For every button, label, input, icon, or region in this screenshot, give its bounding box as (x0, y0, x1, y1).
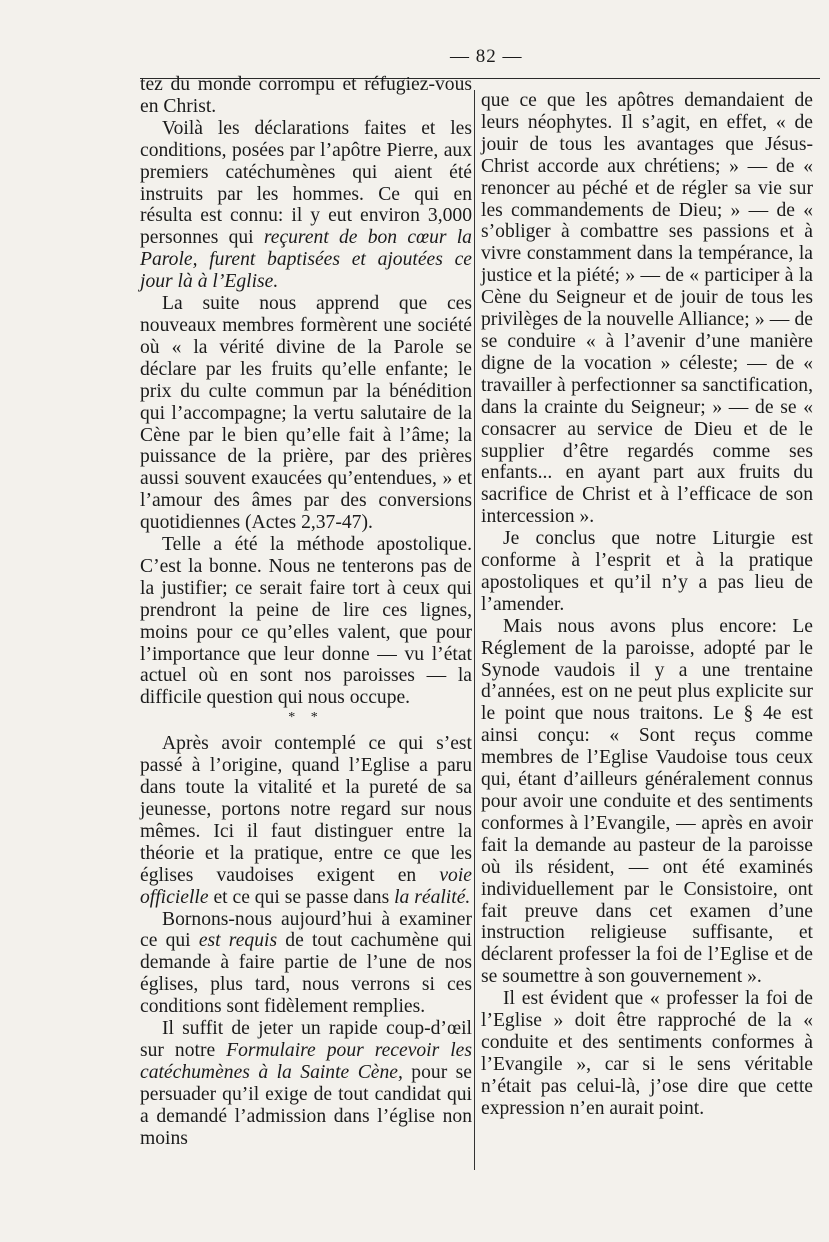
page-number: — 82 — (450, 46, 523, 67)
paragraph (140, 733, 472, 908)
column-divider (474, 90, 475, 1170)
right-column (481, 90, 813, 1120)
paragraph: tez du monde corrompu et réfugiez-vous en Christ. (140, 74, 472, 117)
text-run: pour se persuader qu’il exige de tout candidat qui a demandé l’admission dans l’église non moins (140, 1061, 472, 1149)
italic-text: est requis (198, 930, 278, 952)
paragraph (140, 118, 472, 293)
text-run: Voilà les déclarations faites et les conditions, posées par l’apôtre Pierre, aux premiers catéchumènes qui aient été instruits par les hommes. Ce qui en résulta est connu: il y eut environ 3,000 personnes qui (140, 117, 472, 249)
italic-text: voie officielle (140, 864, 472, 908)
paragraph: La suite nous apprend que ces nouveaux membres formèrent une société où « la vérité divine de la Parole se déclare par les fruits qu’elle enfante; le prix du culte commun par la bénédition qui l’accompagne; la vertu salutaire de la Cène par le bien qu’elle fait à l’âme; la puissance de la prière, par des prières aussi souvent exaucées qu’entendues, » et l’amour des âmes par des conversions quotidiennes (Actes 2,37-47). (140, 293, 472, 534)
paragraph (140, 1018, 472, 1149)
text-run: et ce qui se passe dans (208, 886, 395, 908)
paragraph (140, 909, 472, 1019)
section-separator: * * (288, 710, 324, 726)
italic-text: Formulaire pour recevoir les catéchumènes à la Sainte Cène, (140, 1039, 472, 1083)
text-run: Après avoir contemplé ce qui s’est passé à l’origine, quand l’Eglise a paru dans toute la vitalité et la pureté de sa jeunesse, portons notre regard sur nous mêmes. Ici il faut distinguer entre la théorie et la pratique, entre ce que les églises vaudoises exigent en (140, 733, 472, 886)
italic-text: la réalité. (394, 886, 471, 908)
left-column (140, 74, 472, 1150)
paragraph: que ce que les apôtres demandaient de leurs néophytes. Il s’agit, en effet, « de jouir de tous les avantages que Jésus-Christ accorde aux chrétiens; » — de « renoncer au péché et de régler sa vie sur les commandements de Dieu; » — de « s’obliger à combattre ses passions et à vivre constamment dans la tempérance, la justice et la piété; » — de « participer à la Cène du Seigneur et de jouir de tous les privilèges de la nouvelle Alliance; » — de se conduire « à l’avenir d’une manière digne de la vocation » céleste; — de « travailler à perfectionner sa sanctification, dans la crainte du Seigneur; » — de se « consacrer au service de Dieu et de le supplier d’être regardés comme ses enfants... en ayant part aux fruits du sacrifice de Christ et à l’efficace de son intercession ». (481, 90, 813, 528)
text-run: Bornons-nous aujourd’hui à examiner ce qui (140, 908, 472, 952)
paragraph: Il est évident que « professer la foi de l’Eglise » doit être rapproché de la « conduite et des sentiments conformes à l’Evangile », car si le sens véritable n’était pas celui-là, j’ose dire que cette expression n’en aurait point. (481, 988, 813, 1119)
italic-text: reçurent de bon cœur la Parole, furent baptisées et ajoutées ce jour là à l’Eglise. (140, 227, 472, 293)
paragraph: Mais nous avons plus encore: Le Réglement de la paroisse, adopté par le Synode vaudois il y a une trentaine d’années, est on ne peut plus explicite sur le point que nous traitons. Le § 4e est ainsi conçu: « Sont reçus comme membres de l’Eglise Vaudoise tous ceux qui, étant d’ailleurs généralement connus pour avoir une conduite et des sentiments conformes à l’Evangile, — après en avoir fait la demande au pasteur de la paroisse où ils résident, — ont été examinés individuellement par le Consistoire, ont fait preuve dans cet examen d’une instruction religieuse suffisante, et déclarent professer la foi de l’Eglise et de se soumettre à son gouvernement ». (481, 615, 813, 988)
paragraph: Je conclus que notre Liturgie est conforme à l’esprit et à la pratique apostoliques et qu’il n’y a pas lieu de l’amender. (481, 528, 813, 615)
text-run: Il suffit de jeter un rapide coup-d’œil sur notre (140, 1018, 472, 1061)
text-run: de tout cachumène qui demande à faire partie de l’une de nos églises, plus tard, nous verrons si ces conditions sont fidèlement remplies. (140, 930, 473, 1018)
paragraph: Telle a été la méthode apostolique. C’est la bonne. Nous ne tenterons pas de la justifier; ce serait faire tort à ceux qui prendront la peine de lire ces lignes, moins pour ce qu’elles valent, que pour l’importance que leur donne — vu l’état actuel où en sont nos paroisses — la difficile question qui nous occupe. (140, 534, 472, 709)
